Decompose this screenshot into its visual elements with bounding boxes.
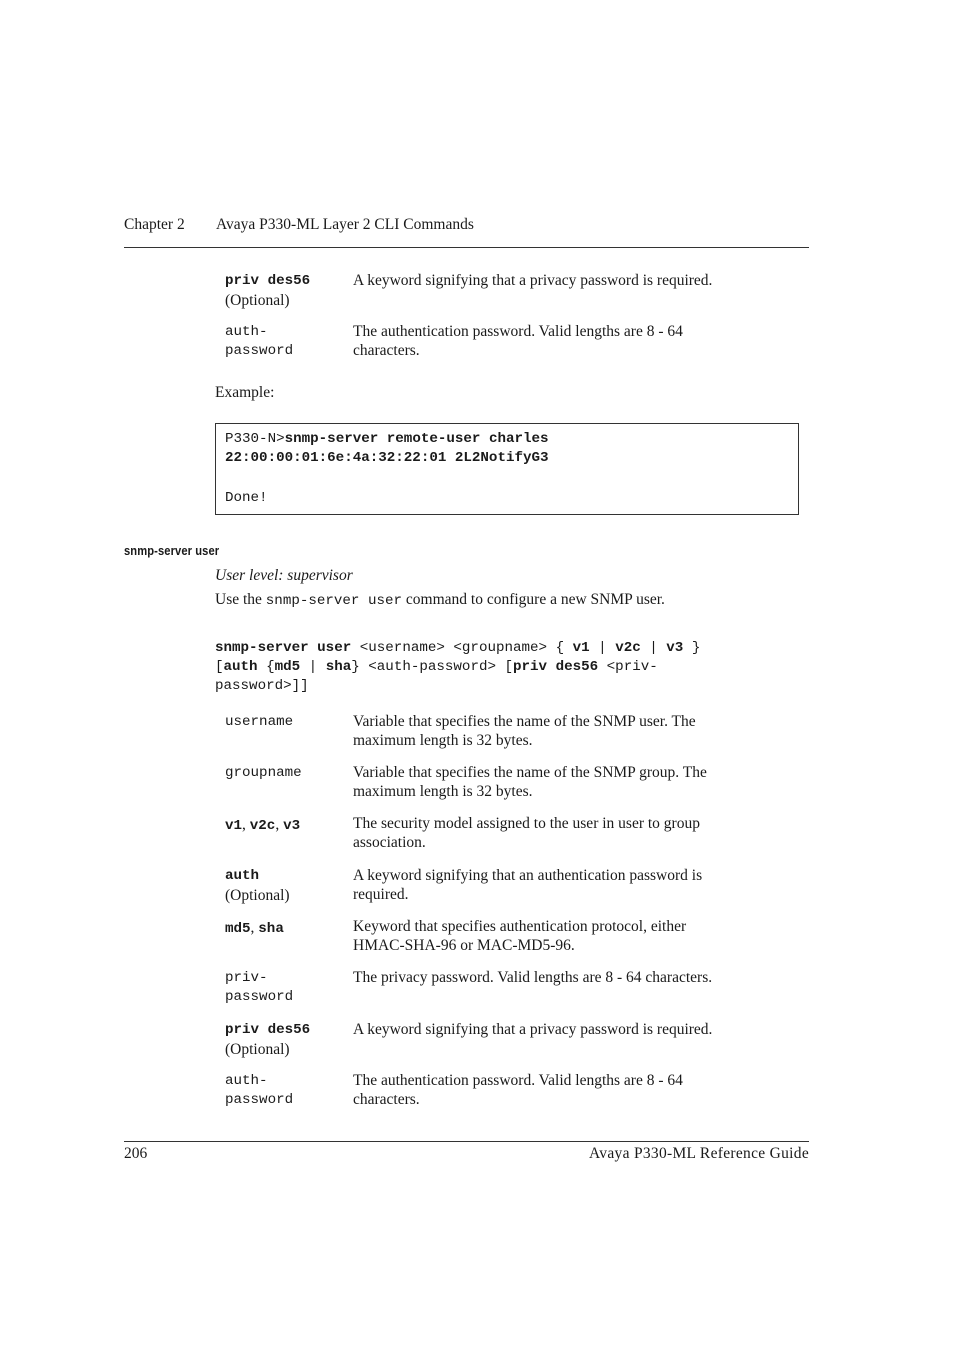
example-command-line-1: P330-N>snmp-server remote-user charles — [225, 431, 549, 447]
param-desc-priv-des56-2: A keyword signifying that a privacy password is required. — [353, 1021, 713, 1038]
user-level: User level: supervisor — [215, 567, 353, 584]
param-desc-auth-password-2: The authentication password. Valid lengths are 8 - 64 characters. — [353, 1072, 683, 1108]
param-desc-priv-password: The privacy password. Valid lengths are 8 - 64 characters. — [353, 969, 713, 986]
param-term-groupname: groupname — [225, 765, 302, 781]
param-desc-versions: The security model assigned to the user in user to group association. — [353, 815, 700, 851]
page-number: 206 — [124, 1145, 148, 1162]
syntax-line-2: [auth {md5 | sha} <auth-password> [priv des56 <priv- — [215, 659, 658, 675]
header-rule — [124, 247, 809, 248]
example-command-line-2: 22:00:00:01:6e:4a:32:22:01 2L2NotifyG3 — [225, 450, 549, 466]
param-desc-md5-sha: Keyword that specifies authentication protocol, either HMAC-SHA-96 or MAC-MD5-96. — [353, 918, 687, 954]
footer-rule — [124, 1141, 809, 1142]
param-term-priv-des56: priv des56 (Optional) — [225, 273, 311, 309]
param-term-versions: v1, v2c, v3 — [225, 816, 301, 834]
param-term-priv-password: priv- password — [225, 970, 294, 1005]
section-intro: Use the snmp-server user command to configure a new SNMP user. — [215, 591, 665, 609]
param-term-priv-des56-2: priv des56 (Optional) — [225, 1022, 311, 1058]
syntax-line-1: snmp-server user <username> <groupname> { v1 | v2c | v3 } — [215, 640, 701, 656]
param-term-md5-sha: md5, sha — [225, 919, 284, 937]
example-result: Done! — [225, 490, 268, 506]
param-desc-priv-des56: A keyword signifying that a privacy password is required. — [353, 272, 713, 289]
param-desc-groupname: Variable that specifies the name of the SNMP group. The maximum length is 32 bytes. — [353, 764, 707, 800]
footer-guide-title: Avaya P330-ML Reference Guide — [588, 1145, 809, 1162]
param-desc-auth: A keyword signifying that an authentication password is required. — [353, 867, 703, 903]
param-desc-auth-password: The authentication password. Valid lengths are 8 - 64 characters. — [353, 323, 683, 359]
header-chapter: Chapter 2 — [124, 216, 185, 233]
param-term-username: username — [225, 714, 294, 730]
param-term-auth-password-2: auth- password — [225, 1073, 294, 1108]
param-term-auth-password: auth- password — [225, 324, 294, 359]
param-term-auth: auth (Optional) — [225, 868, 290, 904]
example-label: Example: — [215, 384, 275, 401]
header-title: Avaya P330-ML Layer 2 CLI Commands — [216, 216, 474, 233]
section-heading: snmp-server user — [124, 543, 220, 558]
syntax-line-3: password>]] — [215, 678, 309, 694]
example-code-box — [215, 423, 799, 515]
param-desc-username: Variable that specifies the name of the SNMP user. The maximum length is 32 bytes. — [353, 713, 696, 749]
